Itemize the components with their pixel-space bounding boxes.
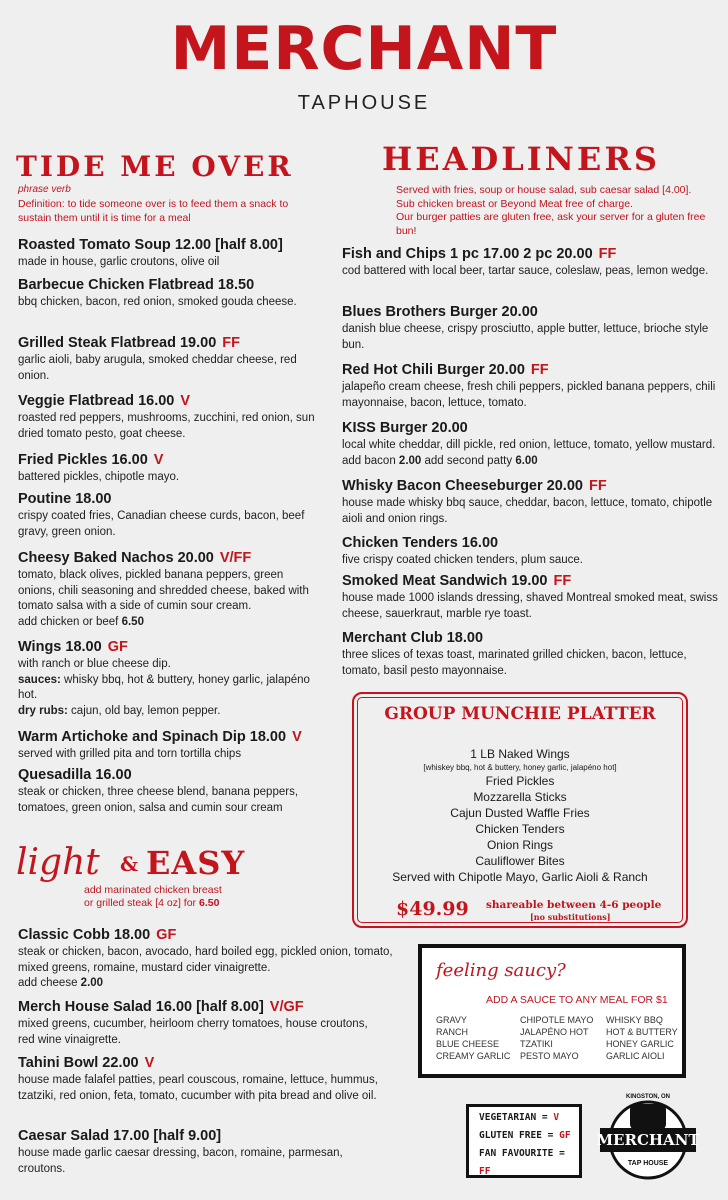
- item-desc: danish blue cheese, crispy prosciutto, apple butter, lettuce, brioche style bun.: [342, 323, 709, 351]
- item-name: Caesar Salad 17.00 [half 9.00]: [18, 1128, 222, 1144]
- sauce-option: CREAMY GARLIC: [436, 1051, 511, 1061]
- saucy-title: feeling saucy?: [436, 960, 566, 981]
- logo-subtitle: TAPHOUSE: [297, 92, 431, 114]
- item-flag: FF: [222, 335, 240, 351]
- light-note-price: 6.50: [198, 897, 220, 909]
- item-name: Fish and Chips 1 pc 17.00 2 pc 20.00: [342, 246, 593, 262]
- legend-label: VEGETARIAN: [479, 1112, 537, 1123]
- rubs-label: dry rubs:: [18, 704, 68, 717]
- menu-item: [342, 245, 720, 280]
- platter-line: Served with Chipotle Mayo, Garlic Aioli & Ranch: [392, 870, 648, 884]
- platter-share: shareable between 4-6 people: [486, 899, 662, 911]
- menu-item: [342, 534, 720, 569]
- menu-item: [18, 334, 318, 384]
- item-name: KISS Burger 20.00: [342, 420, 468, 436]
- menu-item: [18, 638, 318, 719]
- menu-item: [342, 419, 720, 469]
- saucy-subtitle: ADD A SAUCE TO ANY MEAL FOR $1: [486, 994, 668, 1006]
- item-flag: FF: [598, 246, 617, 262]
- item-name: Roasted Tomato Soup 12.00 [half 8.00]: [18, 237, 283, 253]
- item-desc: garlic aioli, baby arugula, smoked cheddar cheese, red onion.: [18, 354, 297, 382]
- badge-bottom-text: TAP HOUSE: [627, 1160, 669, 1167]
- item-desc-text: local white cheddar, dill pickle, red onion, lettuce, tomato, yellow mustard.: [342, 439, 716, 451]
- menu-item: [18, 1054, 398, 1104]
- item-desc: house made falafel patties, pearl couscous, romaine, lettuce, hummus, tzatziki, red onion, feta, tomato, cucumber with pita bread and olive oil.: [18, 1074, 378, 1102]
- saucy-box: [418, 944, 686, 1078]
- light-note: [84, 884, 222, 910]
- item-desc: steak or chicken, bacon, avocado, hard boiled egg, pickled onion, tomato, mixed greens, romaine, mustard cider vinaigrette.: [18, 946, 393, 974]
- sauce-option: BLUE CHEESE: [436, 1039, 500, 1049]
- item-desc: jalapeño cream cheese, fresh chili peppers, pickled banana peppers, chili mayonnaise, bacon, lettuce, tomato.: [342, 381, 716, 409]
- sauce-option: GRAVY: [436, 1015, 467, 1025]
- item-desc: crispy coated fries, Canadian cheese curds, bacon, beef gravy, green onion.: [18, 510, 305, 538]
- sauce-option: HOT & BUTTERY: [606, 1027, 678, 1037]
- item-name: Barbecue Chicken Flatbread 18.50: [18, 277, 255, 293]
- platter-line: [whiskey bbq, hot & buttery, honey garlic, jalapéno hot]: [423, 763, 617, 772]
- item-flag: GF: [107, 639, 128, 655]
- item-name: Quesadilla 16.00: [18, 767, 132, 783]
- dietary-legend: [466, 1104, 582, 1178]
- item-flag: V/FF: [219, 550, 252, 566]
- sauce-option: CHIPOTLE MAYO: [520, 1015, 594, 1025]
- legend-label: GLUTEN FREE: [479, 1130, 542, 1141]
- menu-item: [342, 361, 720, 411]
- item-flag: FF: [530, 362, 549, 378]
- item-name: Grilled Steak Flatbread 19.00: [18, 335, 217, 351]
- sauce-option: GARLIC AIOLI: [606, 1051, 665, 1061]
- item-desc: [342, 438, 720, 469]
- item-addon-2-price: 6.00: [515, 454, 538, 467]
- item-name: Poutine 18.00: [18, 491, 112, 507]
- platter-line: Chicken Tenders: [475, 822, 565, 836]
- item-addon: add bacon: [342, 454, 396, 467]
- item-desc: house made whisky bbq sauce, cheddar, bacon, lettuce, tomato, chipotle aioli and onion rings.: [342, 497, 713, 525]
- menu-item: [18, 236, 318, 271]
- platter-line: Fried Pickles: [485, 774, 555, 788]
- item-name: Whisky Bacon Cheeseburger 20.00: [342, 478, 583, 494]
- platter-line: Cauliflower Bites: [475, 854, 565, 868]
- item-flag: V: [292, 729, 302, 745]
- legend-ff: FAN FAVOURITE = FF: [479, 1148, 565, 1177]
- rubs-list: cajun, old bay, lemon pepper.: [71, 704, 221, 717]
- sauce-option: WHISKY BBQ: [606, 1015, 663, 1025]
- light-note-line1: add marinated chicken breast: [84, 884, 222, 896]
- item-flag: V/GF: [269, 999, 304, 1015]
- headliners-note-2: Sub chicken breast or Beyond Meat free of charge.: [396, 197, 633, 210]
- item-name: Tahini Bowl 22.00: [18, 1055, 139, 1071]
- item-addon-price: 6.50: [121, 615, 144, 628]
- menu-item: [342, 629, 720, 679]
- item-addon-price: 2.00: [80, 977, 104, 989]
- item-name: Smoked Meat Sandwich 19.00: [342, 573, 548, 589]
- menu-item: [18, 998, 378, 1048]
- menu-item: [342, 477, 720, 527]
- item-name: Veggie Flatbread 16.00: [18, 393, 175, 409]
- item-name: Cheesy Baked Nachos 20.00: [18, 550, 214, 566]
- platter-line: Mozzarella Sticks: [473, 790, 567, 804]
- item-name: Classic Cobb 18.00: [18, 927, 151, 943]
- item-desc: five crispy coated chicken tenders, plum sauce.: [342, 554, 583, 566]
- item-desc: tomato, black olives, pickled banana peppers, green onions, chili seasoning and shredded cheese, baked with tomato salsa with a side of cumin sour cream.: [18, 569, 309, 612]
- menu-item: [18, 490, 318, 540]
- menu-item: [18, 766, 318, 816]
- easy-title: EASY: [146, 844, 246, 882]
- platter-line: Onion Rings: [486, 838, 554, 852]
- platter-price: $49.99: [396, 898, 469, 920]
- sauces-list: whisky bbq, hot & buttery, honey garlic, jalapéno hot.: [18, 673, 310, 701]
- item-flag: V: [180, 393, 191, 409]
- item-addon: add chicken or beef: [18, 615, 119, 628]
- headliners-note: [396, 184, 712, 238]
- sauce-option: HONEY GARLIC: [606, 1039, 674, 1049]
- item-addon-2: add second patty: [424, 454, 513, 467]
- legend-code: FF: [479, 1166, 491, 1177]
- headliners-note-3: Our burger patties are gluten free, ask your server for a gluten free bun!: [396, 211, 706, 237]
- light-title: light: [16, 842, 100, 883]
- menu-item: [18, 549, 318, 630]
- item-desc: with ranch or blue cheese dip.: [18, 658, 171, 670]
- legend-label: FAN FAVOURITE: [479, 1148, 554, 1159]
- item-name: Chicken Tenders 16.00: [342, 535, 499, 551]
- item-name: Fried Pickles 16.00: [18, 452, 148, 468]
- menu-item: [342, 303, 720, 353]
- item-name: Blues Brothers Burger 20.00: [342, 304, 538, 320]
- item-name: Red Hot Chili Burger 20.00: [342, 362, 525, 378]
- item-name: Wings 18.00: [18, 639, 102, 655]
- tide-title: TIDE ME OVER: [16, 150, 294, 183]
- platter-line: Cajun Dusted Waffle Fries: [450, 806, 590, 820]
- sauce-option: JALAPÉNO HOT: [520, 1027, 589, 1037]
- item-desc: cod battered with local beer, tartar sauce, coleslaw, peas, lemon wedge.: [342, 265, 709, 277]
- headliners-title: HEADLINERS: [382, 140, 661, 178]
- tide-phrase: phrase verb: [18, 184, 71, 195]
- legend-code: V: [553, 1112, 560, 1123]
- menu-item: [18, 451, 318, 486]
- item-flag: GF: [156, 927, 177, 943]
- item-flag: FF: [553, 573, 572, 589]
- item-addon: add cheese: [18, 977, 78, 989]
- item-flag: V: [144, 1055, 155, 1071]
- item-desc: bbq chicken, bacon, red onion, smoked gouda cheese.: [18, 296, 297, 308]
- menu-item: [18, 1127, 388, 1177]
- item-desc: mixed greens, cucumber, heirloom cherry tomatoes, house croutons, red wine vinaigrette.: [18, 1018, 368, 1046]
- ampersand: &: [120, 852, 139, 876]
- item-addon-price: 2.00: [398, 454, 422, 467]
- badge-top-text: KINGSTON, ON: [626, 1094, 670, 1100]
- light-note-line2: or grilled steak [4 oz] for: [84, 897, 197, 909]
- headliners-note-1: Served with fries, soup or house salad, sub caesar salad [4.00].: [396, 184, 692, 196]
- sauce-option: PESTO MAYO: [520, 1051, 579, 1061]
- sauce-option: RANCH: [436, 1027, 469, 1037]
- platter-box: [352, 692, 688, 928]
- sauce-option: TZATIKI: [520, 1039, 553, 1049]
- item-flag: FF: [588, 478, 607, 494]
- item-desc: made in house, garlic croutons, olive oil: [18, 256, 220, 268]
- legend-veg: VEGETARIAN = V: [479, 1112, 560, 1123]
- platter-nosub: [no substitutions]: [530, 912, 611, 922]
- item-desc: house made garlic caesar dressing, bacon, romaine, parmesan, croutons.: [18, 1147, 343, 1175]
- item-flag: V: [153, 452, 164, 468]
- platter-line: 1 LB Naked Wings: [470, 747, 570, 761]
- menu-item: [18, 392, 318, 442]
- legend-gf: GLUTEN FREE = GF: [479, 1130, 571, 1141]
- item-desc: served with grilled pita and torn tortilla chips: [18, 748, 242, 760]
- platter-list: [354, 746, 686, 885]
- item-desc: three slices of texas toast, marinated grilled chicken, bacon, lettuce, tomato, basil pesto mayonnaise.: [342, 649, 687, 677]
- tide-definition: Definition: to tide someone over is to feed them a snack to sustain them until it is time for a meal: [18, 198, 289, 224]
- item-desc: battered pickles, chipotle mayo.: [18, 471, 180, 483]
- item-desc: roasted red peppers, mushrooms, zucchini, red onion, sun dried tomato pesto, goat cheese.: [18, 412, 315, 440]
- badge-name: MERCHANT: [596, 1131, 700, 1149]
- platter-title: GROUP MUNCHIE PLATTER: [384, 704, 656, 724]
- menu-item: [18, 276, 318, 311]
- item-desc: steak or chicken, three cheese blend, banana peppers, tomatoes, green onion, salsa and cumin sour cream: [18, 786, 299, 814]
- merchant-badge-logo: [596, 1088, 700, 1184]
- menu-item: [342, 572, 720, 622]
- legend-code: GF: [559, 1130, 571, 1141]
- menu-item: [18, 728, 348, 763]
- item-name: Merchant Club 18.00: [342, 630, 484, 646]
- item-desc: house made 1000 islands dressing, shaved Montreal smoked meat, swiss cheese, sauerkraut, marble rye toast.: [342, 592, 718, 620]
- item-name: Merch House Salad 16.00 [half 8.00]: [18, 999, 264, 1015]
- sauces-label: sauces:: [18, 673, 61, 686]
- logo-title: MERCHANT: [170, 14, 558, 84]
- menu-item: [18, 926, 398, 992]
- item-name: Warm Artichoke and Spinach Dip 18.00: [18, 729, 287, 745]
